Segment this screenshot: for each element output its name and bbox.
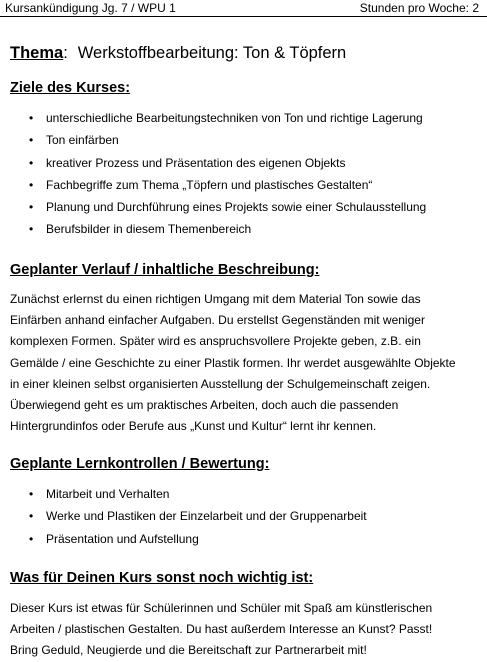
course-plan-heading: Geplanter Verlauf / inhaltliche Beschreibung:: [10, 262, 320, 278]
bullet-icon: •: [29, 531, 34, 546]
bullet-icon: •: [29, 111, 34, 125]
bullet-icon: •: [29, 222, 34, 237]
list-item: [0, 222, 487, 244]
list-item: [0, 509, 487, 531]
text-line: Dieser Kurs ist etwas für Schülerinnen und Schüler mit Spaß am künstlerischen: [10, 601, 433, 615]
bullet-icon: •: [29, 133, 34, 148]
bullet-icon: •: [29, 155, 34, 170]
text-line: Überwiegend geht es um praktisches Arbeiten, doch auch die passenden: [10, 398, 399, 413]
list-item-text: Berufsbilder in diesem Themenbereich: [46, 222, 252, 237]
topic-colon: :: [63, 44, 68, 62]
text-line: komplexen Formen. Später wird es anspruchsvollere Projekte geben, z.B. ein: [10, 334, 421, 349]
course-plan-text: [10, 289, 480, 437]
text-line: Hintergrundinfos oder Berufe aus „Kunst und Kultur“ lernt ihr kennen.: [10, 419, 377, 434]
text-line: Zunächst erlernst du einen richtigen Umgang mit dem Material Ton sowie das: [10, 292, 421, 306]
list-item-text: Mitarbeit und Verhalten: [46, 487, 170, 501]
goals-list: [0, 111, 487, 245]
list-item-text: unterschiedliche Bearbeitungstechniken von Ton und richtige Lagerung: [46, 111, 423, 125]
list-item: [0, 200, 487, 222]
list-item: [0, 133, 487, 155]
list-item-text: Ton einfärben: [46, 133, 119, 148]
important-heading: Was für Deinen Kurs sonst noch wichtig ist:: [10, 570, 314, 586]
list-item: [0, 532, 487, 554]
list-item: [0, 487, 487, 509]
list-item-text: Fachbegriffe zum Thema „Töpfern und plastisches Gestalten“: [46, 177, 373, 192]
topic-line: [10, 43, 346, 63]
text-line: Einfärben anhand einfacher Aufgaben. Du erstellst Gegenständen mit weniger: [10, 313, 425, 328]
bullet-icon: •: [29, 200, 34, 215]
bullet-icon: •: [29, 487, 34, 501]
goals-heading: Ziele des Kurses:: [10, 80, 131, 96]
list-item: [0, 111, 487, 133]
list-item: [0, 156, 487, 178]
text-line: Bring Geduld, Neugierde und die Bereitschaft zur Partnerarbeit mit!: [10, 643, 367, 658]
assessment-list: [0, 487, 487, 554]
hours-per-week: Stunden pro Woche: 2: [359, 1, 479, 15]
list-item-text: Werke und Plastiken der Einzelarbeit und der Gruppenarbeit: [46, 509, 367, 524]
bullet-icon: •: [29, 177, 34, 192]
assessment-heading: Geplante Lernkontrollen / Bewertung:: [10, 456, 270, 472]
list-item-text: Planung und Durchführung eines Projekts sowie einer Schulausstellung: [46, 200, 427, 215]
course-announcement: Kursankündigung Jg. 7 / WPU 1: [5, 1, 176, 15]
topic-value: Werkstoffbearbeitung: Ton & Töpfern: [77, 44, 347, 62]
list-item-text: kreativer Prozess und Präsentation des eigenen Objekts: [46, 155, 346, 170]
important-text: [10, 598, 480, 662]
topic-label: Thema: [10, 44, 64, 62]
bullet-icon: •: [29, 509, 34, 524]
list-item-text: Präsentation und Aufstellung: [46, 531, 199, 546]
header-bar: [0, 0, 487, 17]
text-line: Arbeiten / plastischen Gestalten. Du hast außerdem Interesse an Kunst? Passt!: [10, 622, 433, 637]
list-item: [0, 178, 487, 200]
text-line: in einer kleinen selbst organisierten Ausstellung der Schulgemeinschaft zeigen.: [10, 376, 431, 391]
text-line: Gemälde / eine Geschichte zu einer Plastik formen. Ihr werdet ausgewählte Objekte: [10, 355, 456, 370]
